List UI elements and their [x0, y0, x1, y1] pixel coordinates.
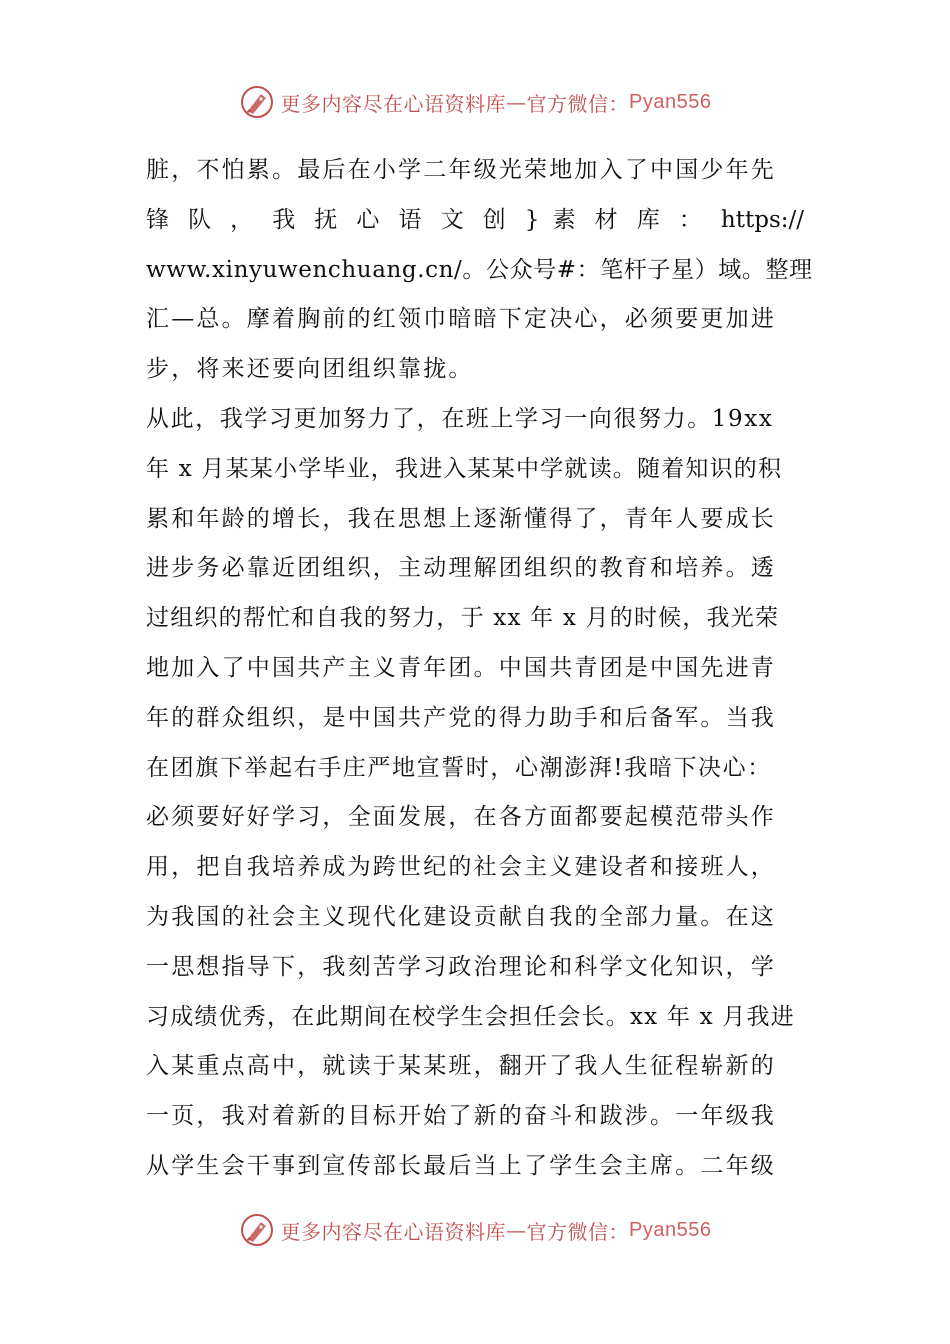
body-line-9: 进步务必靠近团组织，主动理解团组织的教育和培养。透: [146, 555, 776, 582]
header-banner: [0, 82, 950, 122]
banner-wechat-id: Pyan556: [629, 90, 712, 113]
banner-dash: —: [506, 90, 527, 114]
footer-banner-wechat-label: 官方微信：: [526, 1219, 630, 1244]
banner-wechat-label: 官方微信：: [526, 91, 630, 116]
body-line-6: 从此，我学习更加努力了，在班上学习一向很努力。19xx: [146, 405, 774, 432]
body-line-18: 习成绩优秀，在此期间在校学生会担任会长。xx 年 x 月我进: [146, 1003, 795, 1030]
body-line-3: www.xinyuwenchuang.cn/。公众号#：笔杆子星）域。整理: [146, 256, 813, 283]
pen-nib-logo-icon: [239, 84, 275, 120]
footer-banner-title: 更多内容尽在心语资料库: [280, 1219, 507, 1244]
body-line-16: 为我国的社会主义现代化建设贡献自我的全部力量。在这: [146, 903, 776, 930]
body-line-17: 一思想指导下，我刻苦学习政治理论和科学文化知识，学: [146, 953, 776, 980]
body-line-13: 在团旗下举起右手庄严地宣誓时，心潮澎湃!我暗下决心：: [146, 754, 772, 781]
document-body: [146, 146, 813, 1192]
body-line-12: 年的群众组织，是中国共产党的得力助手和后备军。当我: [146, 704, 776, 731]
body-line-2: 锋 队 ， 我 抚 心 语 文 创 } 素 材 库 ： https://: [146, 206, 804, 233]
footer-banner: [0, 1210, 950, 1250]
body-line-11: 地加入了中国共产主义青年团。中国共青团是中国先进青: [146, 654, 776, 681]
body-line-15: 用，把自我培养成为跨世纪的社会主义建设者和接班人，: [146, 854, 776, 881]
body-line-5: 步，将来还要向团组织靠拢。: [146, 356, 474, 383]
body-line-14: 必须要好好学习，全面发展，在各方面都要起模范带头作: [146, 804, 776, 831]
footer-banner-dash: —: [506, 1218, 527, 1242]
body-line-21: 从学生会干事到宣传部长最后当上了学生会主席。二年级: [146, 1152, 776, 1179]
body-line-4: 汇—总。摩着胸前的红领巾暗暗下定决心，必须要更加进: [146, 306, 776, 333]
body-line-8: 累和年龄的增长，我在思想上逐渐懂得了，青年人要成长: [146, 505, 776, 532]
pen-nib-logo-icon: [239, 1212, 275, 1248]
body-line-1: 脏，不怕累。最后在小学二年级光荣地加入了中国少年先: [146, 157, 776, 183]
body-line-19: 入某重点高中，就读于某某班，翻开了我人生征程崭新的: [146, 1053, 776, 1080]
banner-title: 更多内容尽在心语资料库: [280, 91, 507, 116]
body-line-7: 年 x 月某某小学毕业，我进入某某中学就读。随着知识的积: [146, 455, 783, 482]
body-line-10: 过组织的帮忙和自我的努力，于 xx 年 x 月的时候，我光荣: [146, 605, 780, 632]
footer-banner-wechat-id: Pyan556: [629, 1218, 712, 1241]
body-line-20: 一页，我对着新的目标开始了新的奋斗和跋涉。一年级我: [146, 1103, 776, 1130]
